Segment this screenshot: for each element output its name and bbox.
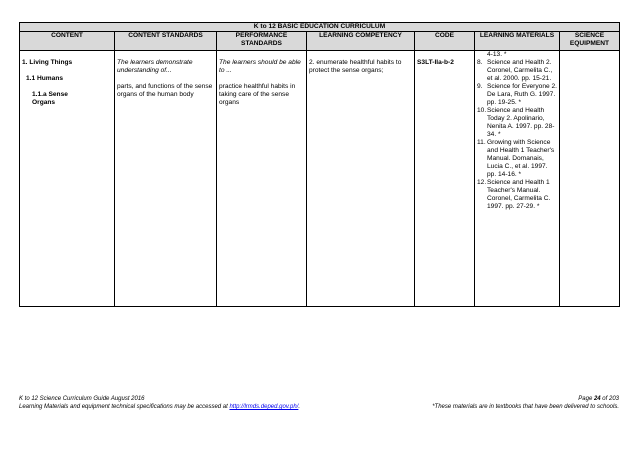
performance-standards-intro: The learners should be able to ... xyxy=(219,59,301,74)
content-subsubtopic: 1.1.a Sense xyxy=(32,91,68,98)
header-content-standards: CONTENT STANDARDS xyxy=(115,32,217,51)
materials-list-item xyxy=(477,179,557,211)
header-science-equipment: SCIENCE EQUIPMENT xyxy=(560,32,620,51)
page-number: Page 24 of 203 xyxy=(578,396,619,402)
curriculum-page xyxy=(19,22,619,307)
header-code: CODE xyxy=(415,32,475,51)
content-standards-text: parts, and functions of the sense organs of the human body xyxy=(117,83,213,98)
materials-item-text: Science and Health 2. Coronel, Carmelita C., et al. 2000. pp. 15-21. xyxy=(487,59,553,82)
materials-list-item xyxy=(477,59,557,83)
learning-competency-text: 2. enumerate healthful habits to protect the sense organs; xyxy=(309,59,402,74)
lrmds-link[interactable]: http://lrmds.deped.gov.ph/ xyxy=(229,404,299,410)
table-title: K to 12 BASIC EDUCATION CURRICULUM xyxy=(20,23,620,32)
header-content: CONTENT xyxy=(20,32,115,51)
page-footer xyxy=(19,395,619,411)
content-standards-intro: The learners demonstrate understanding of... xyxy=(117,59,193,74)
materials-list xyxy=(477,59,557,211)
cell-learning-materials xyxy=(475,51,560,307)
footer-specs-note: Learning Materials and equipment technical specifications may be accessed at http://lrmds.deped.gov.ph/. xyxy=(19,404,301,410)
cell-content xyxy=(20,51,115,307)
competency-code: S3LT-IIa-b-2 xyxy=(417,59,454,66)
materials-list-item xyxy=(477,139,557,179)
materials-lead: 4-13. * xyxy=(487,51,507,58)
materials-item-number: 8. xyxy=(477,59,483,66)
materials-item-text: Science and Health 1 Teacher's Manual. Coronel, Carmelita C. 1997. pp. 27-29. * xyxy=(487,179,551,210)
performance-standards-text: practice healthful habits in taking care of the sense organs xyxy=(219,83,296,106)
footer-guide-title: K to 12 Science Curriculum Guide August 2016 xyxy=(19,396,145,402)
header-learning-materials: LEARNING MATERIALS xyxy=(475,32,560,51)
materials-item-text: Science for Everyone 2. De Lara, Ruth G. 1997. pp. 19-25. * xyxy=(487,83,558,106)
table-header-row xyxy=(20,32,620,51)
cell-learning-competency xyxy=(307,51,415,307)
curriculum-table xyxy=(19,22,620,307)
cell-code xyxy=(415,51,475,307)
materials-item-number: 12. xyxy=(477,179,487,186)
materials-item-text: Science and Health Today 2. Apolinario, Nenita A. 1997. pp. 28-34. * xyxy=(487,107,555,138)
materials-item-number: 10. xyxy=(477,107,487,114)
cell-science-equipment xyxy=(560,51,620,307)
materials-list-item xyxy=(477,83,557,107)
materials-list-item xyxy=(477,107,557,139)
content-topic: 1. Living Things xyxy=(22,59,73,66)
materials-item-text: Growing with Science and Health 1 Teacher's Manual. Domanais, Lucia C., et al. 1997. pp. 14-16. * xyxy=(487,139,555,178)
table-row xyxy=(20,51,620,307)
header-learning-competency: LEARNING COMPETENCY xyxy=(307,32,415,51)
content-subsubtopic-cont: Organs xyxy=(32,99,56,106)
materials-item-number: 9. xyxy=(477,83,483,90)
cell-content-standards xyxy=(115,51,217,307)
footer-textbook-note: *These materials are in textbooks that have been delivered to schools. xyxy=(432,404,619,410)
cell-performance-standards xyxy=(217,51,307,307)
content-subtopic: 1.1 Humans xyxy=(26,75,64,82)
header-performance-standards: PERFORMANCE STANDARDS xyxy=(217,32,307,51)
materials-item-number: 11. xyxy=(477,139,486,146)
